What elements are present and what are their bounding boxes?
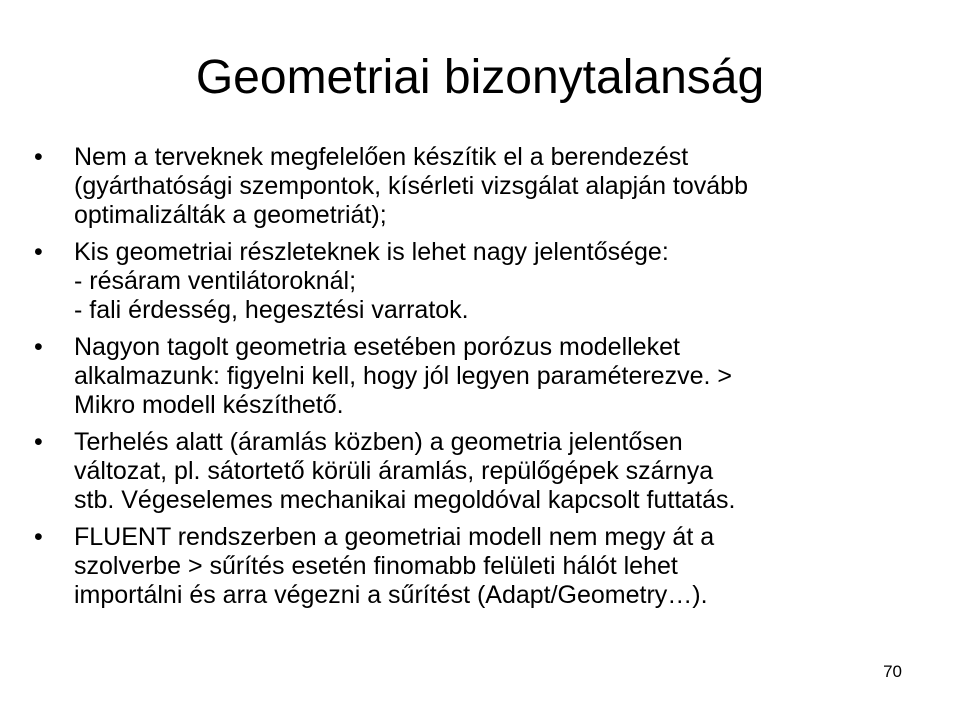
bullet-line: (gyárthatósági szempontok, kísérleti vizsgálat alapján tovább xyxy=(74,172,748,200)
bullet-dot-icon: • xyxy=(34,428,43,456)
bullet-line: stb. Végeselemes mechanikai megoldóval kapcsolt futtatás. xyxy=(74,486,736,514)
bullet-line: Nagyon tagolt geometria esetében porózus modelleket xyxy=(74,333,680,361)
bullet-dot-icon: • xyxy=(34,238,43,266)
bullet-line: Kis geometriai részleteknek is lehet nagy jelentősége: xyxy=(74,238,669,266)
page-number: 70 xyxy=(883,662,902,681)
bullet-line: optimalizálták a geometriát); xyxy=(74,201,387,229)
bullet-dot-icon: • xyxy=(34,143,43,171)
bullet-line: alkalmazunk: figyelni kell, hogy jól legyen paraméterezve. > xyxy=(74,362,732,390)
bullet-dot-icon: • xyxy=(34,333,43,361)
bullet-item xyxy=(34,428,929,515)
bullet-line: változat, pl. sátortető körüli áramlás, repülőgépek szárnya xyxy=(74,457,714,485)
bullet-item xyxy=(34,523,929,610)
slide-title: Geometriai bizonytalanság xyxy=(195,51,765,104)
bullet-dot-icon: • xyxy=(34,523,43,551)
bullet-line: importálni és arra végezni a sűrítést (Adapt/Geometry…). xyxy=(74,581,708,609)
bullet-line: Terhelés alatt (áramlás közben) a geometria jelentősen xyxy=(74,428,683,456)
bullet-list xyxy=(34,143,929,618)
bullet-line: FLUENT rendszerben a geometriai modell nem megy át a xyxy=(74,523,715,551)
bullet-item xyxy=(34,238,929,325)
bullet-item xyxy=(34,143,929,230)
bullet-line: Mikro modell készíthető. xyxy=(74,391,344,419)
bullet-line: szolverbe > sűrítés esetén finomabb felületi hálót lehet xyxy=(74,552,678,580)
bullet-line: - fali érdesség, hegesztési varratok. xyxy=(74,296,469,324)
bullet-line: - résáram ventilátoroknál; xyxy=(74,267,357,295)
bullet-line: Nem a terveknek megfelelően készítik el a berendezést xyxy=(74,143,689,171)
bullet-item xyxy=(34,333,929,420)
